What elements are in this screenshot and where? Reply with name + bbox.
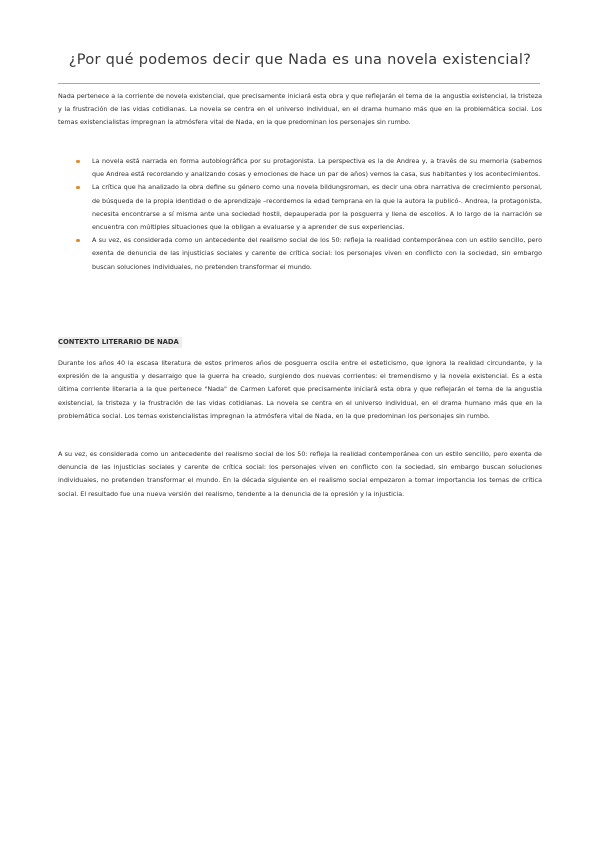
bullet-item [58,155,542,181]
bullet-list [58,155,542,274]
bullet-text: La novela está narrada en forma autobiográfica por su protagonista. La perspectiva es la de Andrea y, a través de su memoria (sabemos que Andrea está recordando y analizando cosas y emociones de hace un par de años) vemos la casa, sus habitantes y los acontecimientos. [92,157,542,179]
page-title: ¿Por qué podemos decir que Nada es una novela existencial? [68,52,532,68]
context-paragraph: Durante los años 40 la escasa literatura de estos primeros años de posguerra oscila entre el esteticismo, que ignora la realidad circundante, y la expresión de la angustia y desarraigo que la guerra ha creado, surgiendo dos nuevas corrientes: el tremendismo y la novela existencial. Es a esta última corriente literaria a la que pertenece "Nada" de Carmen Laforet que precisamente iniciará esta obra y que reflejarán el tema de la angustia existencial, la tristeza y la frustración de las vidas cotidianas. La novela se centra en el universo individual, en el drama humano más que en la problemática social. Los temas existencialistas impregnan la atmósfera vital de Nada, en la que predominan los personajes sin rumbo. [58,359,542,420]
title-divider [58,83,540,84]
bullet-dot-icon [76,160,80,164]
bullet-text: La crítica que ha analizado la obra define su género como una novela bildungsroman, es decir una obra narrativa de crecimiento personal, de búsqueda de la propia identidad o de aprendizaje –recordemos la edad temprana en la que la autora la publicó-. Andrea, la protagonista, necesita encontrarse a sí misma ante una sociedad hostil, depauperada por la posguerra y llena de escollos. A lo largo de la narración se encuentra con múltiples situaciones que la obligan a evaluarse y a aprender de sus experiencias. [92,183,542,232]
bullet-item [58,181,542,234]
section-heading: CONTEXTO LITERARIO DE NADA [58,337,182,348]
intro-paragraph: Nada pertenece a la corriente de novela existencial, que precisamente iniciará esta obra y que reflejarán el tema de la angustia existencial, la tristeza y la frustración de las vidas cotidianas. La novela se centra en el universo individual, en el drama humano más que en la problemática social. Los temas existencialistas impregnan la atmósfera vital de Nada, en la que predominan los personajes sin rumbo. [58,92,542,127]
bullet-text: A su vez, es considerada como un antecedente del realismo social de los 50: refleja la realidad contemporánea con un estilo sencillo, pero exenta de denuncia de las injusticias sociales y carente de crítica social: los personajes viven en conflicto con la sociedad, sin embargo buscan soluciones individuales, no pretenden transformar el mundo. [92,236,542,271]
bullet-dot-icon [76,186,80,190]
bullet-dot-icon [76,239,80,243]
bullet-item [58,234,542,274]
context-paragraph: A su vez, es considerada como un antecedente del realismo social de los 50: refleja la realidad contemporánea con un estilo sencillo, pero exenta de denuncia de las injusticias sociales y carente de crítica social: los personajes viven en conflicto con la sociedad, sin embargo buscan soluciones individuales, no pretenden transformar el mundo. En la década siguiente en el realismo social empezaron a tomar importancia los temas de crítica social. El resultado fue una nueva versión del realismo, tendente a la denuncia de la opresión y la injusticia. [58,450,542,498]
